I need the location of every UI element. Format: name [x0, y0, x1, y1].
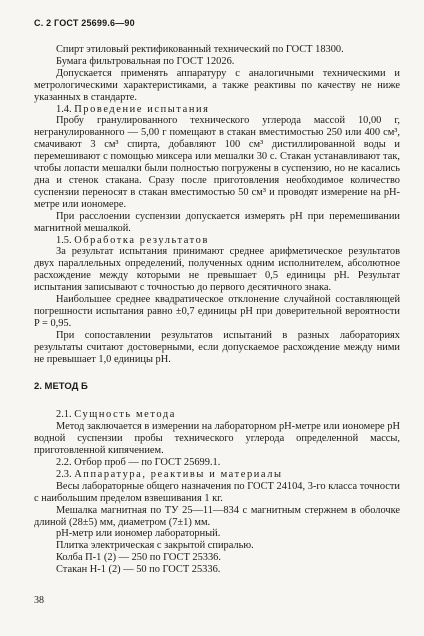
paragraph: Допускается применять аппаратуру с аналогичными техническими и метрологическими характеристиками, а также реактивы по качеству не ниже указанных в стандарте. [34, 67, 400, 103]
paragraph: При расслоении суспензии допускается измерять pH при перемешивании магнитной мешалкой. [34, 210, 400, 234]
paragraph: pH-метр или иономер лабораторный. [56, 528, 221, 540]
paragraph: Весы лабораторные общего назначения по ГОСТ 24104, 3-го класса точности с наибольшим пределом взвешивания 1 кг. [34, 480, 400, 504]
paragraph: Бумага фильтровальная по ГОСТ 12026. [56, 55, 235, 67]
subsection-title: Проведение испытания [74, 103, 210, 115]
subsection-heading [34, 409, 400, 421]
paragraph: Наибольшее среднее квадратическое отклонение случайной составляющей погрешности испытания равно ±0,7 единицы pH при доверительной вероятности P = 0,95. [34, 294, 400, 329]
paragraph: Метод заключается в измерении на лабораторном pH-метре или иономере pH водной суспензии пробы технического углерода определенной массы, приготовленной кипячением. [34, 421, 400, 457]
subsection-heading [34, 104, 400, 116]
paragraph: Колба П-1 (2) — 250 по ГОСТ 25336. [56, 552, 221, 564]
subsection-title: Обработка результатов [74, 234, 209, 246]
page-number: 38 [34, 595, 44, 606]
paragraph: При сопоставлении результатов испытаний в разных лабораториях результаты считают достоверными, если допускаемое расхождение между ними не превышает 1,0 единицы pH. [34, 329, 400, 365]
subsection-number: 2.3. [56, 468, 75, 480]
paragraph: Спирт этиловый ректификованный технический по ГОСТ 18300. [56, 44, 344, 55]
subsection-number: 1.5. [56, 234, 75, 246]
paragraph: Пробу гранулированного технического углерода массой 10,00 г, негранулированного — 5,00 г помещают в стакан вместимостью 250 или 400 см³, смачивают 3 см³ спирта, добавляют 100 см³ дистиллированной воды и перемешивают с помощью миксера или мешалки 30 с. Стакан устанавливают так, чтобы лопасти мешалки были полностью погружены в суспензию, но не касались дна и стенок стакана. Сразу после приготовления необходимое количество суспензии переносят в стакан вместимостью 50 см³ и проводят измерение на pH-метре или иономере. [34, 115, 400, 210]
document-body [34, 44, 400, 576]
subsection-number: 2.1. [56, 409, 75, 421]
paragraph: Мешалка магнитная по ТУ 25—11—834 с магнитным стержнем в оболочке длиной (28±5) мм, диаметром (7±1) мм. [34, 504, 400, 528]
paragraph: За результат испытания принимают среднее арифметическое результатов двух параллельных определений, полученных одним исполнителем, абсолютное расхождение между которыми не превышает 0,5 единицы pH. Результат испытания записывают с точностью до первого десятичного знака. [34, 246, 400, 294]
subsection-title: Аппаратура, реактивы и материалы [74, 468, 283, 480]
paragraph: Стакан Н-1 (2) — 50 по ГОСТ 25336. [56, 564, 221, 576]
section-title: 2. МЕТОД Б [34, 381, 88, 393]
subsection-heading [34, 469, 400, 481]
paragraph: 2.2. Отбор проб — по ГОСТ 25699.1. [56, 457, 221, 468]
page-header: С. 2 ГОСТ 25699.6—90 [34, 18, 135, 28]
paragraph: Плитка электрическая с закрытой спиралью. [56, 540, 254, 552]
subsection-heading [34, 235, 400, 247]
subsection-number: 1.4. [56, 103, 75, 115]
subsection-title: Сущность метода [74, 409, 176, 421]
